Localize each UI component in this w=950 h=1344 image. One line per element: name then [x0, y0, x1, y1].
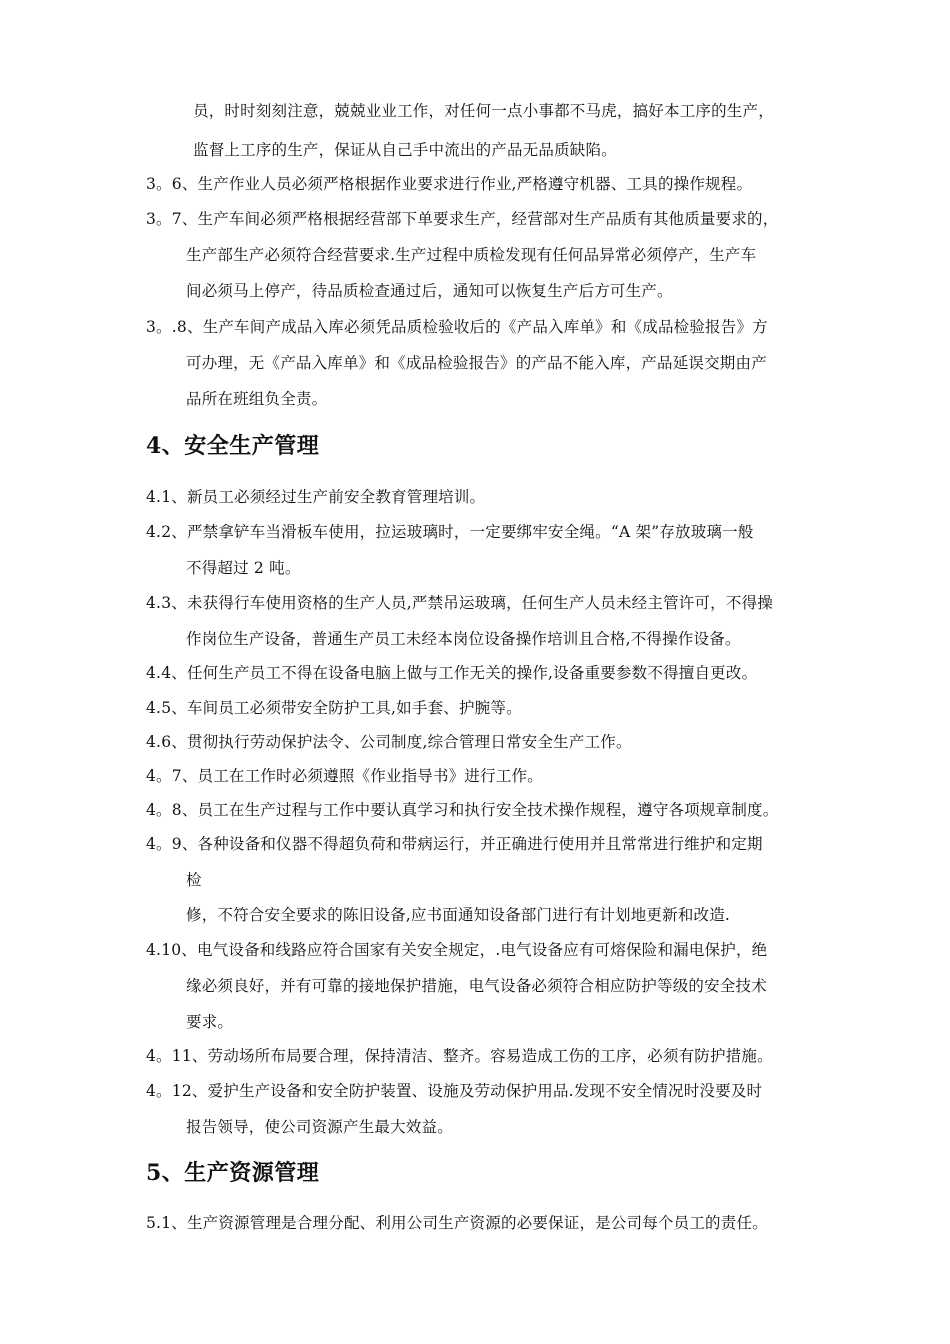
- list-item-4-12: 4。12、爱护生产设备和安全防护装置、设施及劳动保护用品.发现不安全情况时没要及时: [146, 1082, 763, 1100]
- list-item-4-9: 4。9、各种设备和仪器不得超负荷和带病运行，并正确进行使用并且常常进行维护和定期: [146, 835, 763, 853]
- text-line: 修，不符合安全要求的陈旧设备,应书面通知设备部门进行有计划地更新和改造.: [186, 906, 731, 924]
- list-item-4-3: 4.3、未获得行车使用资格的生产人员,严禁吊运玻璃，任何生产人员未经主管许可，不得操: [146, 594, 773, 612]
- list-item-3-7: 3。7、生产车间必须严格根据经营部下单要求生产，经营部对生产品质有其他质量要求的，: [146, 210, 779, 228]
- text-line: 可办理，无《产品入库单》和《成品检验报告》的产品不能入库，产品延误交期由产: [186, 354, 767, 372]
- list-item-4-4: 4.4、任何生产员工不得在设备电脑上做与工作无关的操作,设备重要参数不得擅自更改。: [146, 664, 758, 682]
- text-line: 间必须马上停产，待品质检查通过后，通知可以恢复生产后方可生产。: [186, 282, 673, 300]
- text-line: 缘必须良好，并有可靠的接地保护措施，电气设备必须符合相应防护等级的安全技术: [186, 977, 767, 995]
- section-heading-4: 4、安全生产管理: [146, 433, 320, 459]
- text-line: 检: [186, 871, 202, 889]
- list-item-3-8: 3。.8、生产车间产成品入库必须凭品质检验收后的《产品入库单》和《成品检验报告》方: [146, 318, 768, 336]
- list-item-4-7: 4。7、员工在工作时必须遵照《作业指导书》进行工作。: [146, 767, 543, 785]
- text-line: 作岗位生产设备，普通生产员工未经本岗位设备操作培训且合格,不得操作设备。: [186, 630, 741, 648]
- text-line: 品所在班组负全责。: [186, 390, 328, 408]
- section-heading-5: 5、生产资源管理: [146, 1160, 320, 1186]
- list-item-4-2: 4.2、严禁拿铲车当滑板车使用，拉运玻璃时，一定要绑牢安全绳。“A 架”存放玻璃一般: [146, 523, 754, 541]
- text-line: 不得超过 2 吨。: [186, 559, 301, 577]
- list-item-4-1: 4.1、新员工必须经过生产前安全教育管理培训。: [146, 488, 486, 506]
- text-line: 生产部生产必须符合经营要求.生产过程中质检发现有任何品异常必须停产，生产车: [186, 246, 757, 264]
- text-line: 要求。: [186, 1013, 234, 1031]
- list-item-4-10: 4.10、电气设备和线路应符合国家有关安全规定，.电气设备应有可熔保险和漏电保护，绝: [146, 941, 768, 959]
- text-line: 员，时时刻刻注意，兢兢业业工作，对任何一点小事都不马虎，搞好本工序的生产，: [193, 102, 774, 120]
- list-item-5-1: 5.1、生产资源管理是合理分配、利用公司生产资源的必要保证，是公司每个员工的责任。: [146, 1214, 768, 1232]
- list-item-4-8: 4。8、员工在生产过程与工作中要认真学习和执行安全技术操作规程，遵守各项规章制度。: [146, 801, 779, 819]
- list-item-4-6: 4.6、贯彻执行劳动保护法令、公司制度,综合管理日常安全生产工作。: [146, 733, 632, 751]
- text-line: 报告领导，使公司资源产生最大效益。: [186, 1118, 453, 1136]
- list-item-4-5: 4.5、车间员工必须带安全防护工具,如手套、护腕等。: [146, 699, 522, 717]
- list-item-3-6: 3。6、生产作业人员必须严格根据作业要求进行作业,严格遵守机器、工具的操作规程。: [146, 175, 753, 193]
- text-line: 监督上工序的生产，保证从自己手中流出的产品无品质缺陷。: [193, 141, 617, 159]
- list-item-4-11: 4。11、劳动场所布局要合理，保持清洁、整齐。容易造成工伤的工序，必须有防护措施。: [146, 1047, 773, 1065]
